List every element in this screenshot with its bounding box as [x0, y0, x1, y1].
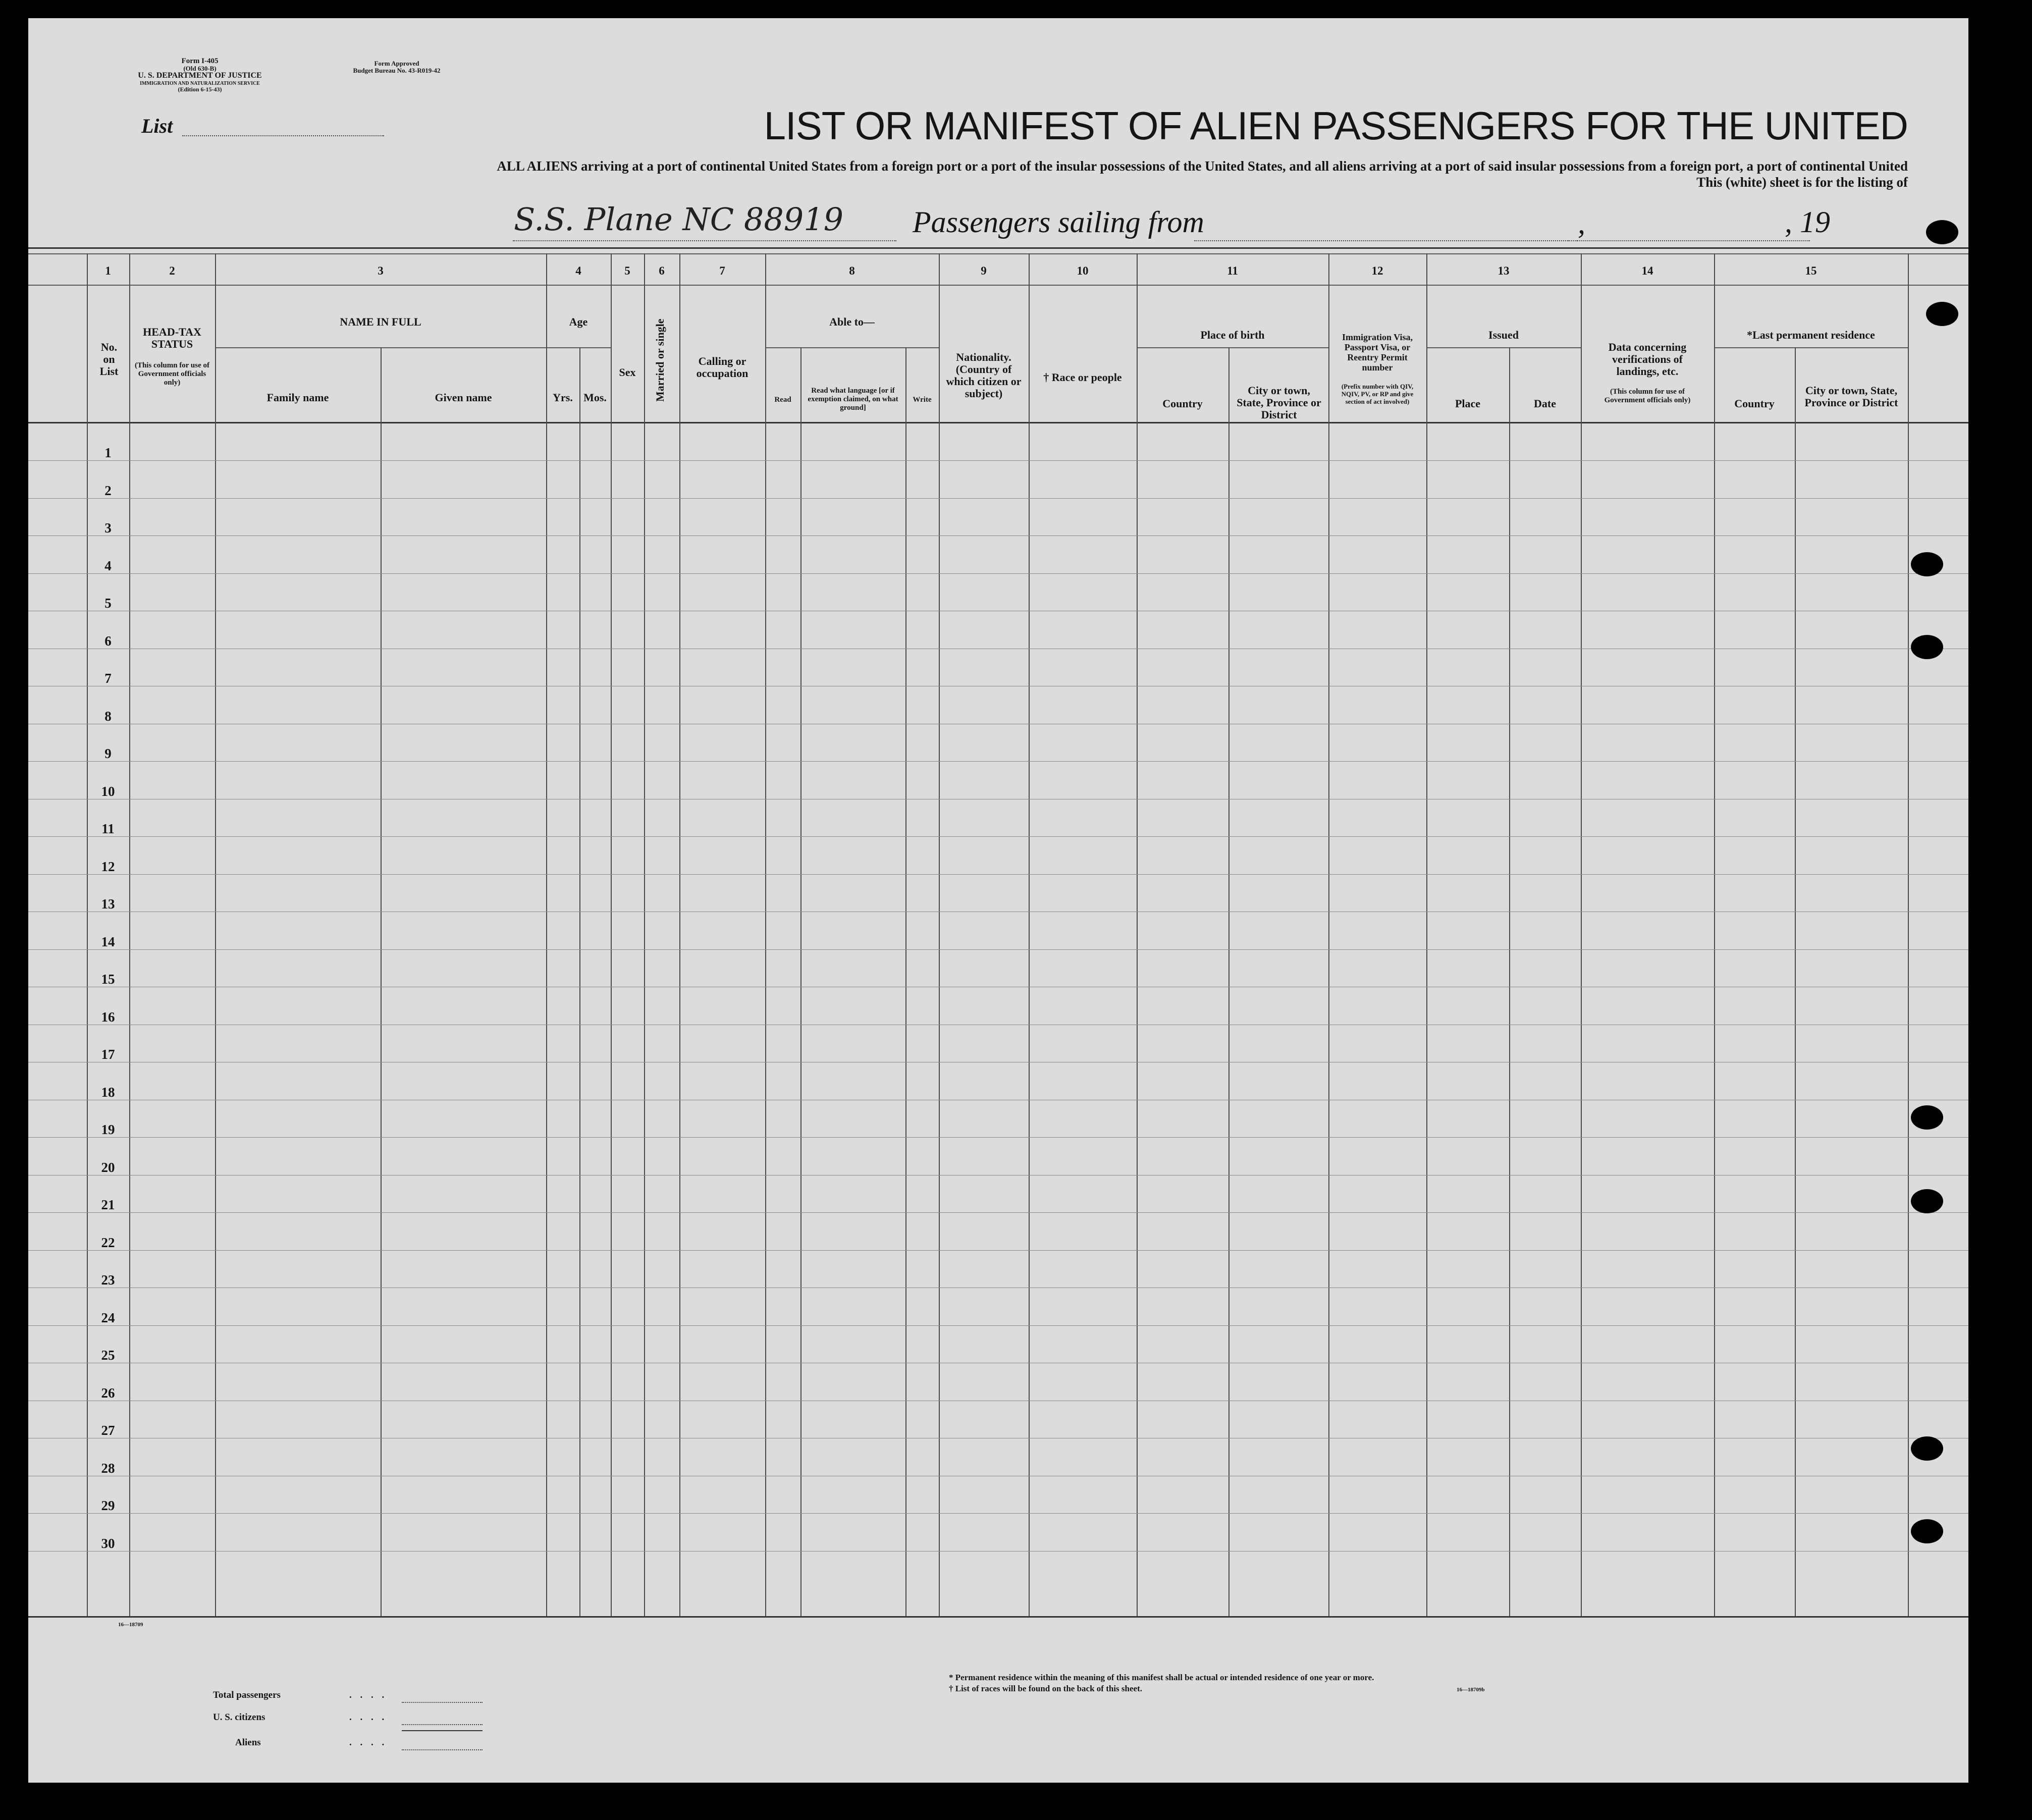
header-last-residence: *Last permanent residence — [1747, 329, 1875, 341]
col-line-15b — [1795, 347, 1796, 1616]
header-visa-note: (Prefix number with QIV, NQIV, PV, or RP and give section of act involved) — [1341, 383, 1414, 405]
col-line-11 — [1137, 253, 1138, 1616]
row-number: 17 — [101, 1047, 115, 1062]
vessel-name-handwritten: S.S. Plane NC 88919 — [514, 201, 844, 238]
header-place-of-birth: Place of birth — [1200, 329, 1265, 341]
col-line-6 — [644, 253, 645, 1616]
row-rule — [28, 949, 1968, 950]
row-rule — [28, 836, 1968, 837]
col-num-9: 9 — [981, 264, 987, 277]
total-passengers-blank — [402, 1702, 483, 1703]
header-birth-city: City or town, State, Province or District — [1237, 384, 1321, 421]
print-code-right: 16—18709b — [1457, 1687, 1485, 1693]
row-rule — [28, 1250, 1968, 1251]
col-line-3 — [215, 253, 216, 1616]
row-number: 5 — [104, 596, 112, 611]
col-num-5: 5 — [624, 264, 630, 277]
able-subrule — [765, 347, 939, 348]
col-line-4 — [546, 253, 547, 1616]
col-num-7: 7 — [719, 264, 725, 277]
header-race: † Race or people — [1043, 371, 1122, 384]
col-line-8 — [765, 253, 766, 1616]
col-num-1: 1 — [105, 264, 111, 277]
header-data-note: (This column for use of Government officials only) — [1604, 388, 1691, 404]
header-age: Age — [569, 315, 588, 328]
col-line-13b — [1509, 347, 1510, 1616]
col-line-7 — [679, 253, 680, 1616]
punch-hole — [1911, 1105, 1943, 1130]
col-num-4: 4 — [575, 264, 581, 277]
us-citizens-dots: . . . . — [349, 1712, 388, 1723]
row-number: 11 — [101, 821, 115, 836]
header-no-on-list: No. on List — [99, 341, 119, 378]
row-number: 26 — [101, 1385, 115, 1401]
row-rule — [28, 874, 1968, 875]
manifest-sheet — [28, 18, 1968, 1783]
punch-hole — [1911, 635, 1943, 659]
row-number: 20 — [101, 1160, 115, 1175]
col-num-14: 14 — [1641, 264, 1653, 277]
row-rule — [28, 1137, 1968, 1138]
column-number-rule — [28, 285, 1968, 286]
punch-hole — [1911, 552, 1943, 576]
aliens-dots: . . . . — [349, 1737, 388, 1748]
header-bottom-rule — [28, 422, 1968, 423]
col-num-15: 15 — [1805, 264, 1817, 277]
punch-hole — [1911, 1189, 1943, 1213]
issued-subrule — [1426, 347, 1581, 348]
row-number: 9 — [104, 746, 112, 761]
header-issued-place: Place — [1455, 397, 1481, 410]
row-number: 10 — [101, 784, 115, 799]
row-rule — [28, 761, 1968, 762]
row-number: 12 — [101, 859, 115, 874]
row-number: 30 — [101, 1536, 115, 1551]
sailing-blank — [1194, 240, 1578, 241]
header-calling: Calling or occupation — [696, 355, 748, 380]
row-number: 1 — [104, 445, 112, 460]
row-rule — [28, 1212, 1968, 1213]
row-number: 29 — [101, 1498, 115, 1513]
punch-hole — [1911, 1436, 1943, 1461]
vessel-blank — [513, 240, 896, 241]
col-line-14 — [1581, 253, 1582, 1616]
row-number: 13 — [101, 896, 115, 912]
row-number: 24 — [101, 1310, 115, 1325]
form-approved: Form Approved — [374, 60, 419, 67]
total-underline — [402, 1730, 483, 1731]
row-rule — [28, 1325, 1968, 1326]
header-data-concerning: Data concerning verifications of landings, etc. — [1608, 341, 1687, 378]
list-label: List — [141, 115, 173, 137]
row-number: 19 — [101, 1122, 115, 1137]
header-immigration-visa: Immigration Visa, Passport Visa, or Reentry Permit number — [1342, 332, 1413, 372]
header-sex: Sex — [619, 366, 636, 379]
col-num-8: 8 — [849, 264, 855, 277]
header-issued-date: Date — [1534, 397, 1556, 410]
header-age-yrs: Yrs. — [553, 391, 573, 404]
sailing-label: Passengers sailing from — [913, 205, 1204, 239]
header-residence-city: City or town, State, Province or District — [1804, 384, 1898, 409]
table-top-rule — [28, 247, 1968, 249]
header-birth-country: Country — [1162, 397, 1203, 410]
row-number: 27 — [101, 1423, 115, 1438]
punch-hole — [1911, 1519, 1943, 1543]
print-code: 16—18709 — [118, 1622, 143, 1628]
col-line-8b — [800, 347, 801, 1616]
row-number: 6 — [104, 633, 112, 649]
col-line-12 — [1328, 253, 1329, 1616]
col-num-6: 6 — [659, 264, 665, 277]
service-name: IMMIGRATION AND NATURALIZATION SERVICE — [140, 81, 260, 86]
col-num-2: 2 — [169, 264, 175, 277]
col-line-9 — [939, 253, 940, 1616]
header-head-tax: HEAD-TAX STATUS — [143, 326, 201, 350]
col-line-4b — [579, 347, 580, 1616]
row-number: 15 — [101, 972, 115, 987]
budget-bureau: Budget Bureau No. 43-R019-42 — [353, 67, 441, 74]
row-number: 16 — [101, 1009, 115, 1025]
col-num-3: 3 — [378, 264, 384, 277]
row-rule — [28, 498, 1968, 499]
col-line-5 — [611, 253, 612, 1616]
header-able-to: Able to— — [829, 315, 875, 328]
row-number: 25 — [101, 1348, 115, 1363]
row-number: 14 — [101, 934, 115, 949]
header-age-mos: Mos. — [583, 391, 607, 404]
col-num-11: 11 — [1227, 264, 1238, 277]
subtitle-line2: This (white) sheet is for the listing of — [1696, 175, 1908, 190]
header-head-tax-note: (This column for use of Government officials only) — [134, 361, 210, 387]
total-passengers-dots: . . . . — [349, 1690, 388, 1700]
header-residence-country: Country — [1734, 397, 1775, 410]
page-title: LIST OR MANIFEST OF ALIEN PASSENGERS FOR THE UNITED — [764, 103, 1908, 148]
us-citizens-blank — [402, 1724, 483, 1725]
row-rule — [28, 460, 1968, 461]
header-name-in-full: NAME IN FULL — [340, 315, 421, 328]
residence-subrule — [1714, 347, 1908, 348]
row-number: 4 — [104, 558, 112, 573]
footnote-races: † List of races will be found on the back of this sheet. — [949, 1684, 1142, 1693]
year-prefix: , 19 — [1785, 205, 1830, 239]
row-number: 2 — [104, 483, 112, 498]
row-number: 21 — [101, 1197, 115, 1212]
row-number: 28 — [101, 1461, 115, 1476]
edition: (Edition 6-15-43) — [178, 86, 222, 93]
subtitle-line1: ALL ALIENS arriving at a port of continental United States from a foreign port or a port of the insular possessions of the United States, and all aliens arriving at a port of said insular possessions from a foreign port, a port of continental United — [497, 158, 1908, 174]
list-blank — [182, 135, 384, 136]
col-num-10: 10 — [1077, 264, 1089, 277]
header-married: Married or single — [654, 318, 666, 402]
col-line-2 — [129, 253, 130, 1616]
col-line-13 — [1426, 253, 1427, 1616]
row-rule — [28, 573, 1968, 574]
punch-hole — [1926, 220, 1958, 244]
comma-separator: , — [1578, 206, 1585, 240]
table-bottom-rule — [28, 1616, 1968, 1618]
row-number: 22 — [101, 1235, 115, 1250]
header-given-name: Given name — [435, 391, 492, 404]
birth-subrule — [1137, 347, 1328, 348]
col-line-10 — [1029, 253, 1030, 1616]
row-number: 18 — [101, 1085, 115, 1100]
old-form-number: (Old 630-B) — [183, 65, 217, 72]
aliens-label: Aliens — [235, 1737, 261, 1748]
col-num-13: 13 — [1498, 264, 1510, 277]
col-num-12: 12 — [1371, 264, 1383, 277]
col-line-15 — [1714, 253, 1715, 1616]
col-line-8c — [905, 347, 906, 1616]
row-number: 8 — [104, 709, 112, 724]
row-number: 23 — [101, 1272, 115, 1288]
footnote-permanent-residence: * Permanent residence within the meaning of this manifest shall be actual or intended residence of one year or more. — [949, 1673, 1374, 1682]
department-name: U. S. DEPARTMENT OF JUSTICE — [138, 71, 262, 80]
col-line-16 — [1908, 253, 1909, 1616]
table-top-rule2 — [28, 253, 1968, 254]
total-passengers-label: Total passengers — [213, 1690, 281, 1700]
row-rule — [28, 1513, 1968, 1514]
header-read-what-language: Read what language [or if exemption claimed, on what ground] — [808, 387, 898, 412]
row-number: 7 — [104, 671, 112, 686]
header-write: Write — [913, 396, 932, 404]
col-line-11b — [1228, 347, 1229, 1616]
header-issued: Issued — [1488, 329, 1519, 341]
date-blank — [1568, 240, 1810, 241]
form-number: Form I-405 — [181, 57, 219, 65]
us-citizens-label: U. S. citizens — [213, 1712, 265, 1723]
age-subrule — [546, 347, 611, 348]
aliens-blank — [402, 1749, 483, 1750]
col-line-3b — [381, 347, 382, 1616]
punch-hole — [1926, 302, 1958, 326]
header-read: Read — [774, 396, 791, 404]
header-family-name: Family name — [266, 391, 329, 404]
row-number: 3 — [104, 520, 112, 536]
header-nationality: Nationality. (Country of which citizen or subject) — [946, 351, 1022, 400]
